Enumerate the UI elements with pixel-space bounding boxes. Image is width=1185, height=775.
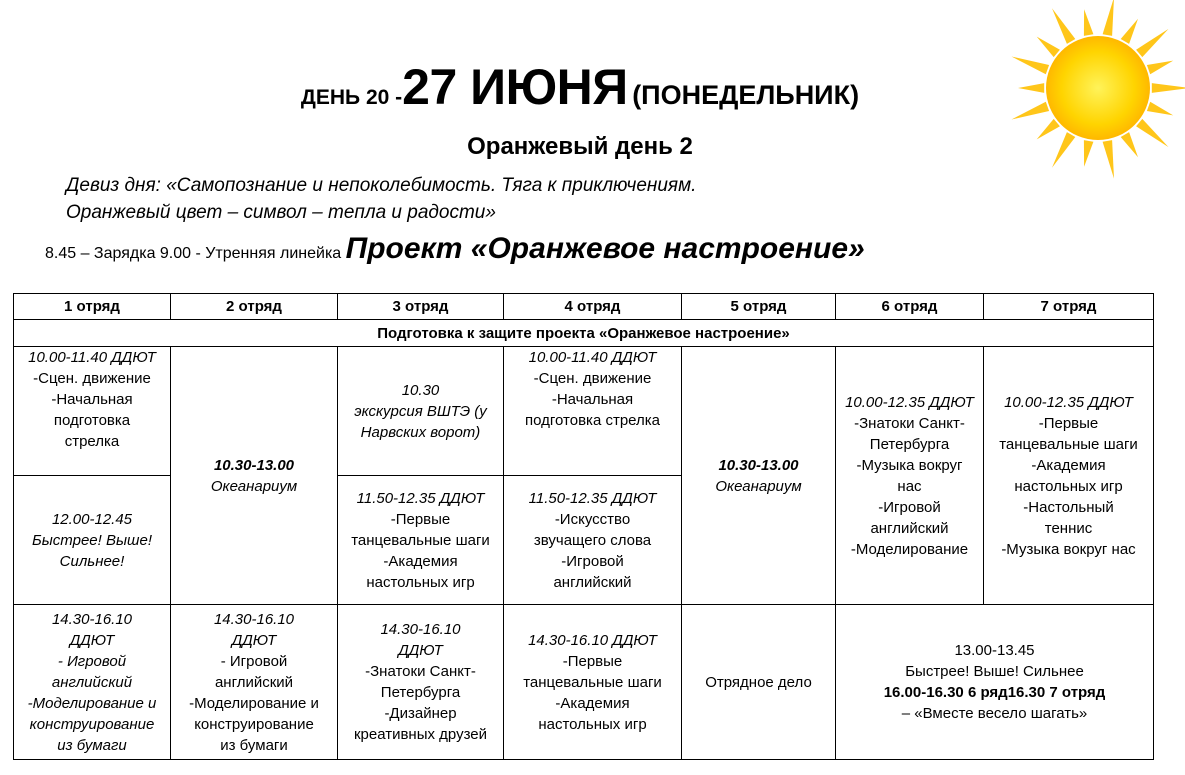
cell-line: настольных игр [1014, 477, 1123, 495]
subtitle: Оранжевый день 2 [467, 133, 693, 160]
cell-squad2-afternoon [171, 605, 338, 760]
cell-squad3-midday [338, 476, 504, 605]
cell-squad5-afternoon [682, 605, 836, 760]
cell-line: - Игровой [220, 652, 288, 670]
column-header: 3 отряд [338, 294, 504, 320]
sun-ray [1103, 0, 1114, 36]
cell-line: -Искусство [554, 510, 631, 528]
table-row [14, 605, 1154, 760]
cell-line: -Моделирование [850, 540, 969, 558]
cell-line: настольных игр [538, 715, 647, 733]
morning-schedule [45, 232, 865, 266]
cell-line: Нарвских ворот) [360, 423, 481, 441]
cell-line: конструирование [194, 715, 314, 733]
morning-times: 8.45 – Зарядка 9.00 - Утренняя линейка [45, 245, 342, 262]
cell-squad5-morning [682, 347, 836, 605]
cell-line: английский [553, 573, 632, 591]
sun-ray [1121, 19, 1138, 44]
cell-line: -Игровой [561, 552, 624, 570]
cell-time: 14.30-16.10 [380, 621, 461, 638]
motto-line: Оранжевый цвет – символ – тепла и радости» [66, 202, 496, 223]
cell-line: английский [214, 673, 294, 691]
cell-line: -Академия [555, 694, 630, 712]
motto-line: Девиз дня: «Самопознание и непоколебимость. Тяга к приключениям. [66, 175, 697, 196]
motto [66, 172, 696, 226]
cell-line: английский [51, 673, 133, 691]
cell-line: звучащего слова [533, 531, 652, 549]
cell-line: нас [897, 477, 922, 495]
cell-line: Отрядное дело [705, 673, 812, 691]
table-header-row [14, 294, 1154, 320]
cell-line: Петербурга [869, 435, 950, 453]
cell-time: 10.00-11.40 ДДЮТ [528, 349, 657, 366]
page-title [0, 58, 1160, 116]
cell-squad4-morning [504, 347, 682, 476]
cell-time: 13.00-13.45 [954, 642, 1035, 659]
cell-line: -Знатоки Санкт- [365, 663, 476, 680]
cell-line: -Дизайнер [384, 705, 457, 722]
common-activity: Подготовка к защите проекта «Оранжевое настроение» [14, 320, 1154, 347]
cell-line: ДДЮТ [231, 631, 277, 649]
cell-line: -Начальная [51, 391, 133, 408]
cell-time: 14.30-16.10 ДДЮТ [528, 631, 657, 649]
cell-line: -Игровой [878, 498, 941, 516]
cell-line: Океанариум [210, 477, 298, 495]
cell-line: -Знатоки Санкт- [854, 414, 965, 432]
cell-time: 12.00-12.45 [51, 510, 133, 528]
sun-ray [1052, 8, 1075, 44]
cell-line: Петербурга [380, 684, 461, 701]
cell-line: - Игровой [57, 652, 127, 670]
cell-line: -Сцен. движение [33, 370, 151, 387]
cell-line: Быстрее! Выше! [32, 531, 152, 549]
cell-line: английский [870, 519, 949, 537]
sun-ray [1084, 9, 1094, 36]
cell-squad3-morning [338, 347, 504, 476]
column-header: 1 отряд [14, 294, 171, 320]
column-header: 5 отряд [682, 294, 836, 320]
cell-line: конструирование [29, 715, 155, 733]
cell-time: 10.00-12.35 ДДЮТ [1004, 393, 1133, 411]
cell-line: -Моделирование и [189, 694, 319, 712]
cell-line: танцевальные шаги [351, 531, 490, 549]
cell-line: 16.00-16.30 6 ряд16.30 7 отряд [883, 684, 1106, 701]
cell-time: 11.50-12.35 ДДЮТ [356, 489, 485, 507]
column-header: 4 отряд [504, 294, 682, 320]
cell-squad1-midday [14, 476, 171, 605]
column-header: 2 отряд [171, 294, 338, 320]
date: 27 ИЮНЯ [402, 59, 628, 115]
cell-time: 11.50-12.35 ДДЮТ [528, 489, 657, 507]
cell-line: экскурсия ВШТЭ (у [354, 402, 487, 420]
cell-line: из бумаги [57, 736, 127, 754]
cell-line: -Настольный [1023, 498, 1114, 516]
table-row [14, 347, 1154, 476]
cell-line: Сильнее! [59, 552, 125, 570]
cell-line: -Первые [390, 510, 451, 528]
cell-line: танцевальные шаги [999, 435, 1138, 453]
cell-line: креативных друзей [353, 726, 488, 743]
cell-line: -Первые [1038, 414, 1099, 432]
cell-squad1-morning [14, 347, 171, 476]
cell-squad67-afternoon [836, 605, 1154, 760]
cell-squad6-morning [836, 347, 984, 605]
cell-time: 14.30-16.10 [213, 610, 295, 628]
cell-line: подготовка стрелка [525, 412, 660, 429]
cell-line: -Академия [383, 552, 458, 570]
cell-line: теннис [1044, 519, 1093, 537]
cell-squad3-afternoon [338, 605, 504, 760]
cell-line: танцевальные шаги [523, 673, 662, 691]
cell-squad4-afternoon [504, 605, 682, 760]
cell-line: подготовка [53, 412, 131, 429]
cell-time: 14.30-16.10 [51, 610, 133, 628]
cell-line: -Музыка вокруг нас [1001, 540, 1136, 558]
cell-line: -Первые [562, 652, 623, 670]
sun-ray [1037, 37, 1060, 58]
weekday: (ПОНЕДЕЛЬНИК) [632, 80, 860, 110]
cell-line: -Моделирование и [27, 694, 157, 712]
project-title: Проект «Оранжевое настроение» [345, 232, 865, 265]
cell-line: стрелка [64, 433, 120, 450]
cell-time: 10.30-13.00 [213, 456, 295, 474]
cell-line: -Академия [1031, 456, 1106, 474]
cell-time: 10.00-12.35 ДДЮТ [845, 393, 974, 411]
common-row [14, 320, 1154, 347]
cell-squad2-morning [171, 347, 338, 605]
day-prefix: ДЕНЬ 20 - [300, 86, 403, 109]
cell-time: 10.30-13.00 [718, 456, 799, 474]
column-header: 6 отряд [836, 294, 984, 320]
cell-squad7-morning [984, 347, 1154, 605]
cell-line: Быстрее! Выше! Сильнее [905, 663, 1084, 680]
cell-line: настольных игр [366, 573, 475, 591]
schedule-table [13, 293, 1154, 760]
cell-squad1-afternoon [14, 605, 171, 760]
cell-time: 10.00-11.40 ДДЮТ [28, 349, 156, 366]
column-header: 7 отряд [984, 294, 1154, 320]
cell-line: -Сцен. движение [533, 370, 652, 387]
cell-time: 10.30 [401, 381, 440, 399]
cell-line: -Музыка вокруг [856, 456, 963, 474]
cell-line: из бумаги [220, 736, 288, 754]
cell-line: ДДЮТ [69, 631, 115, 649]
cell-line: Океанариум [715, 477, 802, 495]
cell-line: – «Вместе весело шагать» [901, 705, 1088, 722]
cell-squad4-midday [504, 476, 682, 605]
sun-ray [1136, 29, 1168, 57]
cell-line: ДДЮТ [398, 642, 443, 659]
cell-line: -Начальная [551, 391, 634, 408]
